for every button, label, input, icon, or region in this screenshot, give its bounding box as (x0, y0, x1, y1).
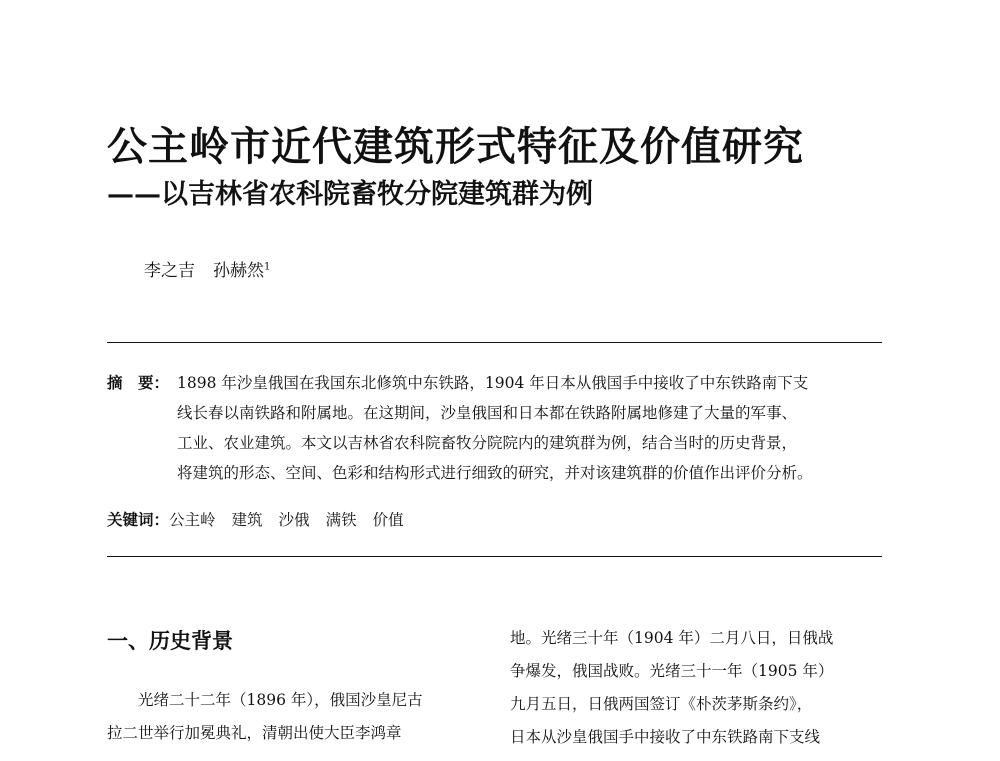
body-line: 地。光绪三十年（1904 年）二月八日，日俄战 (510, 629, 834, 647)
paper-title: 公主岭市近代建筑形式特征及价值研究 (107, 123, 804, 170)
body-line: 光绪二十二年（1896 年），俄国沙皇尼古 (138, 691, 423, 709)
body-line: 争爆发，俄国战败。光绪三十一年（1905 年） (510, 662, 834, 680)
abstract-text: 1898 年沙皇俄国在我国东北修筑中东铁路，1904 年日本从俄国手中接收了中东铁路南下支 (177, 374, 809, 392)
paper-subtitle: ——以吉林省农科院畜牧分院建筑群为例 (107, 179, 593, 210)
keywords-line (107, 508, 420, 530)
author-list (144, 256, 270, 281)
abstract-line: 线长春以南铁路和附属地。在这期间，沙皇俄国和日本都在铁路附属地修建了大量的军事、 (177, 404, 798, 422)
abstract-line (107, 368, 887, 398)
keyword: 沙俄 (278, 511, 310, 529)
abstract-line: 工业、农业建筑。本文以吉林省农科院畜牧分院院内的建筑群为例，结合当时的历史背景， (177, 434, 798, 452)
keyword: 价值 (372, 511, 404, 529)
body-line: 九月五日，日俄两国签订《朴茨茅斯条约》， (510, 695, 813, 713)
body-line: 日本从沙皇俄国手中接收了中东铁路南下支线 (510, 728, 821, 746)
author-name: 李之吉 (144, 261, 195, 281)
author-footnote-mark: 1 (264, 261, 271, 273)
abstract-top-rule (107, 342, 882, 343)
body-column-right (510, 622, 890, 754)
keyword: 建筑 (231, 511, 263, 529)
keyword: 公主岭 (169, 511, 216, 529)
body-column-left (107, 684, 487, 750)
keywords-label: 关键词： (107, 510, 170, 529)
body-line: 拉二世举行加冕典礼，清朝出使大臣李鸿章 (107, 724, 402, 742)
section-heading: 一、历史背景 (107, 628, 233, 653)
abstract-label: 摘 要： (107, 373, 170, 392)
abstract-line: 将建筑的形态、空间、色彩和结构形式进行细致的研究，并对该建筑群的价值作出评价分析。 (177, 464, 813, 482)
abstract-block (107, 368, 887, 488)
author-name: 孙赫然 (213, 261, 264, 281)
abstract-bottom-rule (107, 556, 882, 557)
keyword: 满铁 (325, 511, 357, 529)
